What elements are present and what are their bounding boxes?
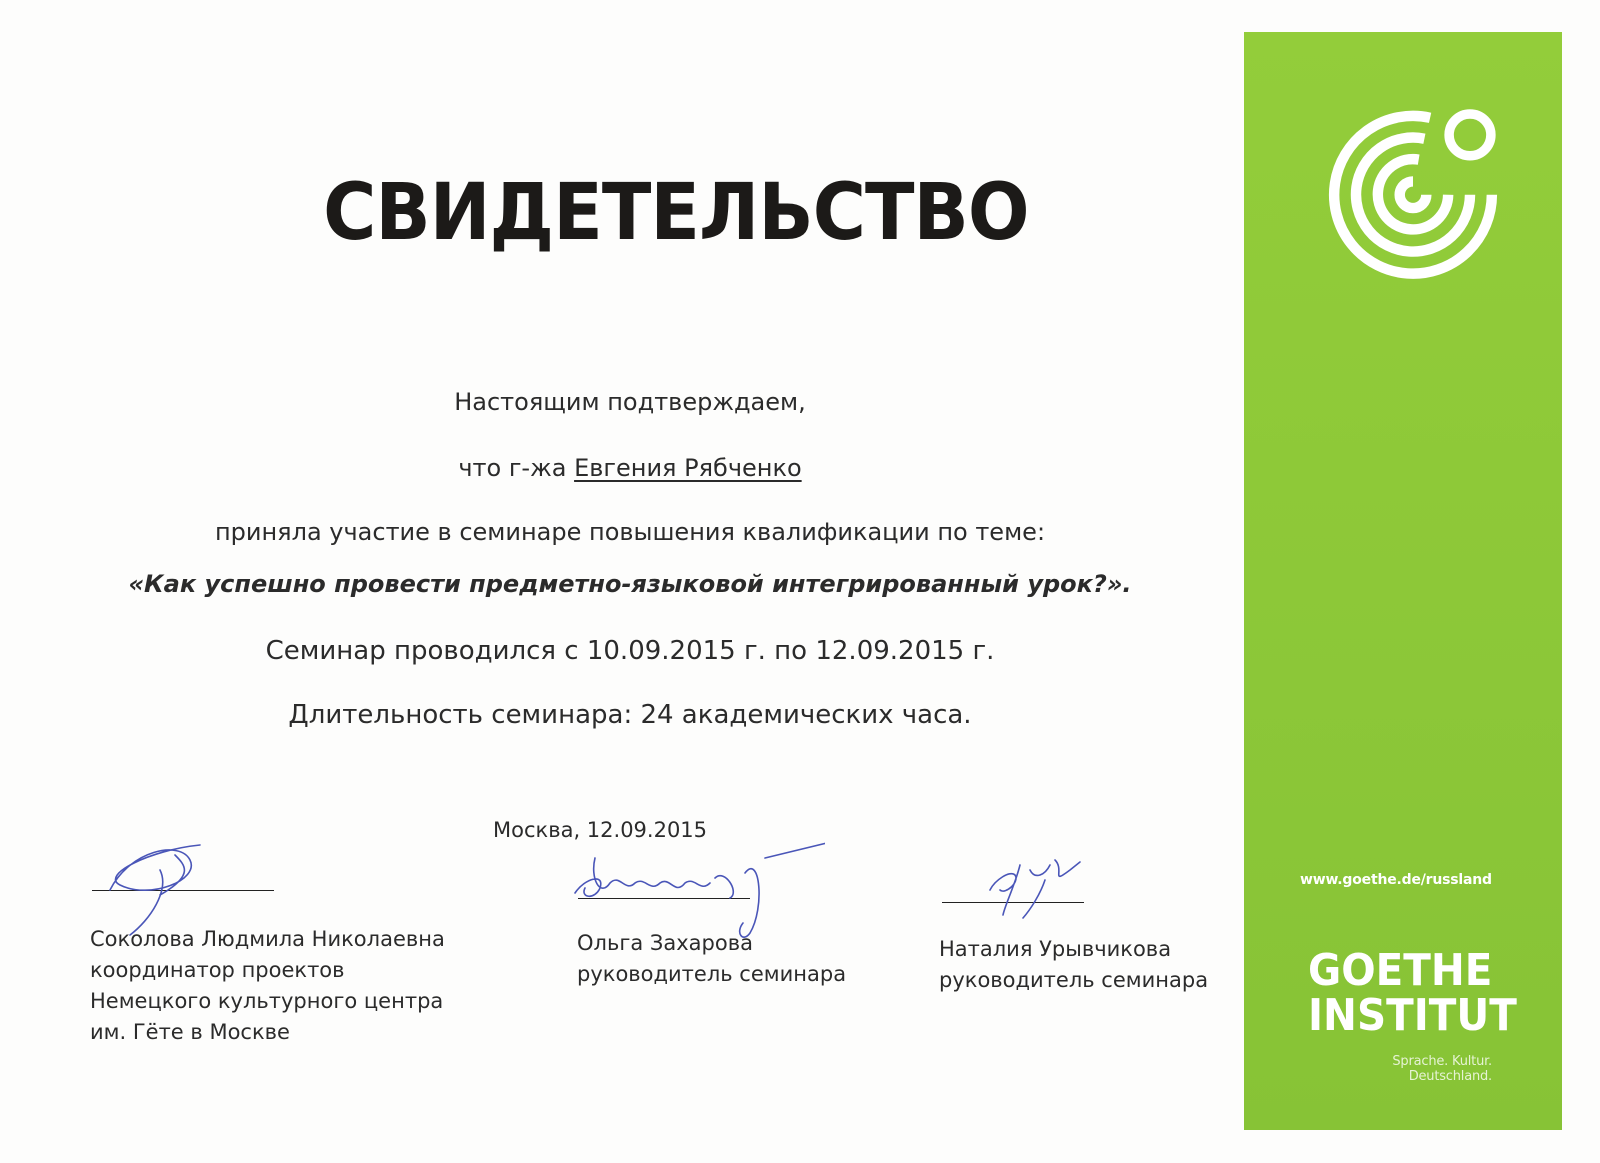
participant-prefix: что г-жа [458,454,567,482]
wordmark-line-1: GOETHE [1308,945,1493,996]
signatory-1 [90,924,445,1048]
signatory-3-role-1: руководитель семинара [939,968,1209,992]
signatory-1-role-1: координатор проектов [90,958,345,982]
goethe-institut-wordmark [1308,945,1517,1041]
certificate-title: СВИДЕТЕЛЬСТВО [323,168,1029,258]
signatory-3 [939,934,1208,996]
participant-name: Евгения Рябченко [574,454,802,482]
goethe-url: www.goethe.de/russland [1300,872,1492,888]
seminar-duration: Длительность семинара: 24 академических часа. [288,700,972,730]
confirm-line: Настоящим подтверждаем, [454,388,806,416]
signatory-1-role-3: им. Гёте в Москве [90,1020,290,1044]
signatory-2 [577,928,846,990]
seminar-topic: «Как успешно провести предметно-языковой интегрированный урок?». [128,570,1132,598]
participation-line: приняла участие в семинаре повышения квалификации по теме: [214,518,1046,546]
place-and-date: Москва, 12.09.2015 [493,818,708,842]
signatory-1-role-2: Немецкого культурного центра [90,989,444,1013]
goethe-tagline: Sprache. Kultur. Deutschland. [1392,1054,1492,1084]
signatory-2-name: Ольга Захарова [577,931,753,955]
participant-line [100,454,1160,482]
signatory-2-role-1: руководитель семинара [577,962,847,986]
signatory-3-name: Наталия Урывчикова [939,937,1172,961]
goethe-logo-icon [1318,95,1508,285]
signatory-1-name: Соколова Людмила Николаевна [90,927,445,951]
signature-urivchikova [975,850,1095,930]
seminar-dates: Семинар проводился с 10.09.2015 г. по 12.09.2015 г. [265,636,995,666]
wordmark-line-2: INSTITUT [1308,990,1517,1041]
